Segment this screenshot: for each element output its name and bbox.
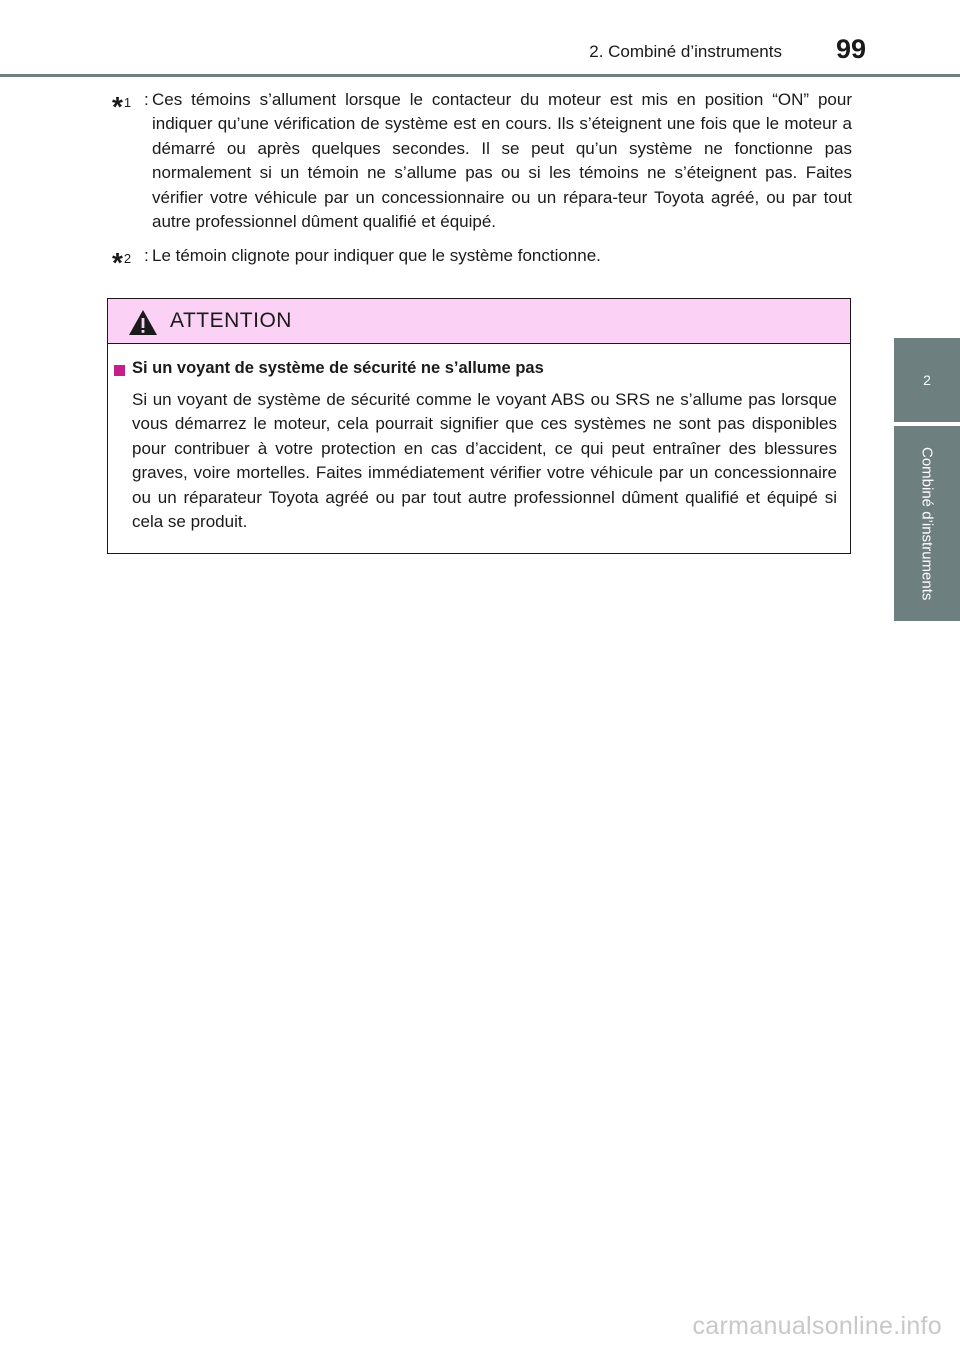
bullet-square-icon [114,365,125,376]
footnote-number: 1 [123,95,132,110]
warning-triangle-icon [128,309,158,336]
footnote-text: Ces témoins s’allument lorsque le contacteur du moteur est mis en position “ON” pour indiquer qu’une vérification de système est en cours. Ils s’éteignent une fois que le moteur a démarré ou après quelques secondes. Il se peut qu’un système ne fonctionne pas normalement si un témoin ne s’allume pas ou si les témoins ne s’éteignent pas. Faites vérifier votre véhicule par un concessionnaire ou un répara-teur Toyota agréé, ou par tout autre professionnel dûment qualifié et équipé. [152,90,852,232]
footnote-2 [112,244,852,278]
asterisk-mark: * [112,247,123,278]
footnote-marker [112,244,148,278]
caution-header [108,299,850,344]
header-rule [0,74,960,77]
footnote-text: Le témoin clignote pour indiquer que le système fonctionne. [152,246,601,265]
side-tab-chapter-label [894,426,960,621]
running-header-section: 2. Combiné d’instruments [589,42,782,61]
caution-title: ATTENTION [170,309,292,332]
footnote-1 [112,88,852,234]
footnote-marker [112,88,148,122]
footnote-colon: : [144,246,149,265]
footnote-number: 2 [123,251,132,266]
caution-heading: Si un voyant de système de sécurité ne s’allume pas [132,359,544,377]
page-number: 99 [835,34,866,64]
side-tab-number-text: 2 [923,372,931,388]
footnote-colon: : [144,90,149,109]
asterisk-mark: * [112,91,123,122]
watermark: carmanualsonline.info [692,1312,942,1340]
side-tab-label-text: Combiné d’instruments [918,446,936,601]
caution-text: Si un voyant de système de sécurité comme le voyant ABS ou SRS ne s’allume pas lorsque vous démarrez le moteur, cela pourrait signifier que ces systèmes ne sont pas disponibles pour contribuer à votre protection en cas d’accident, ce qui peut entraîner des blessures graves, voire mortelles. Faites immédiatement vérifier votre véhicule par un concessionnaire ou un réparateur Toyota agréé ou par tout autre professionnel dûment qualifié et équipé si cela se produit. [132,390,837,532]
side-tab-chapter-number [894,338,960,422]
caution-box [107,298,851,554]
